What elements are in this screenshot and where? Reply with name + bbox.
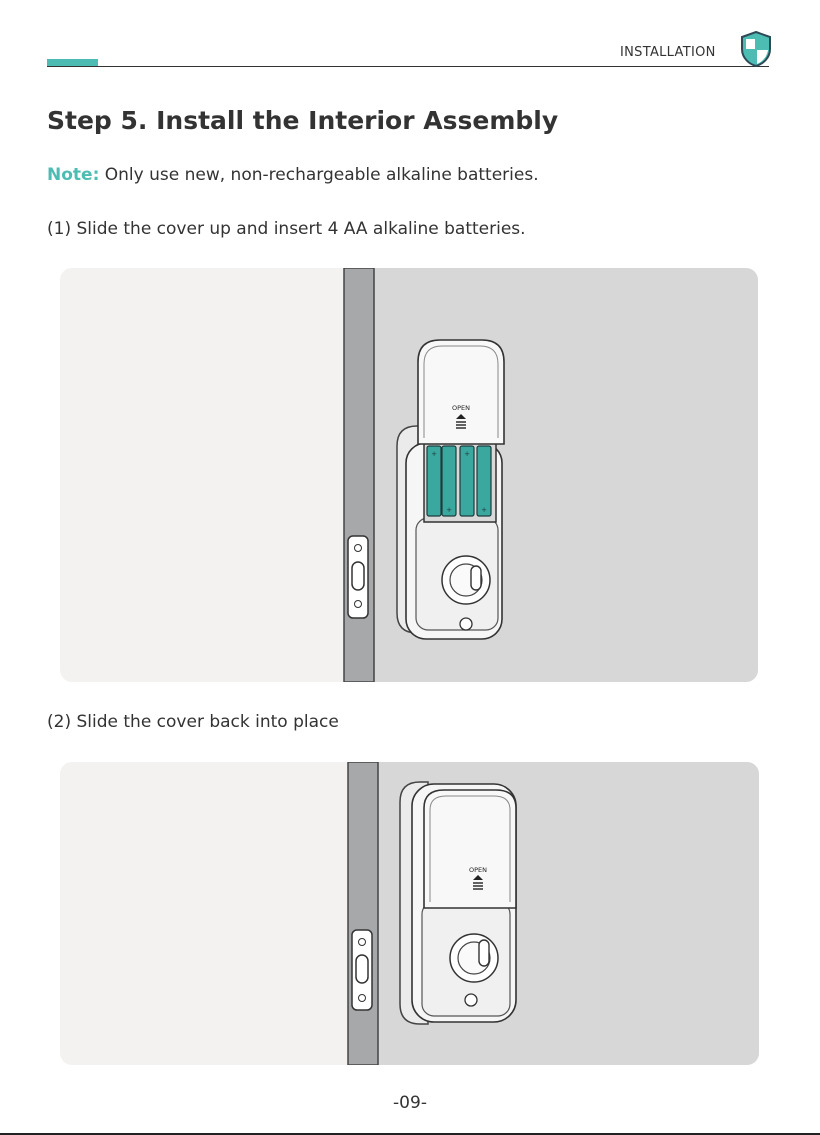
header-accent-bar xyxy=(47,59,98,66)
svg-text:+: + xyxy=(464,450,470,458)
lock-battery-illustration xyxy=(60,268,758,682)
open-label: OPEN xyxy=(468,866,488,874)
svg-text:+: + xyxy=(446,506,452,514)
note-text: Only use new, non-rechargeable alkaline batteries. xyxy=(99,165,539,185)
open-label: OPEN xyxy=(451,404,471,412)
note-label: Note: xyxy=(47,165,100,185)
page-title: Step 5. Install the Interior Assembly xyxy=(47,106,559,135)
strike-plate xyxy=(348,536,368,618)
note xyxy=(47,165,539,185)
battery-cover-raised xyxy=(418,340,504,444)
svg-text:+: + xyxy=(481,506,487,514)
door-edge xyxy=(348,762,378,1065)
lock-closed-illustration xyxy=(60,762,759,1065)
section-label: INSTALLATION xyxy=(620,45,716,60)
step-2-illustration xyxy=(60,762,759,1065)
shield-icon xyxy=(740,31,772,67)
battery-cover-closed xyxy=(424,790,516,908)
svg-text:+: + xyxy=(431,450,437,458)
step-1-text: (1) Slide the cover up and insert 4 AA alkaline batteries. xyxy=(47,219,526,239)
header-rule xyxy=(47,66,769,67)
door-edge xyxy=(344,268,374,682)
step-2-text: (2) Slide the cover back into place xyxy=(47,712,339,732)
step-1-illustration xyxy=(60,268,758,682)
page-number: -09- xyxy=(393,1093,427,1113)
strike-plate xyxy=(352,930,372,1010)
